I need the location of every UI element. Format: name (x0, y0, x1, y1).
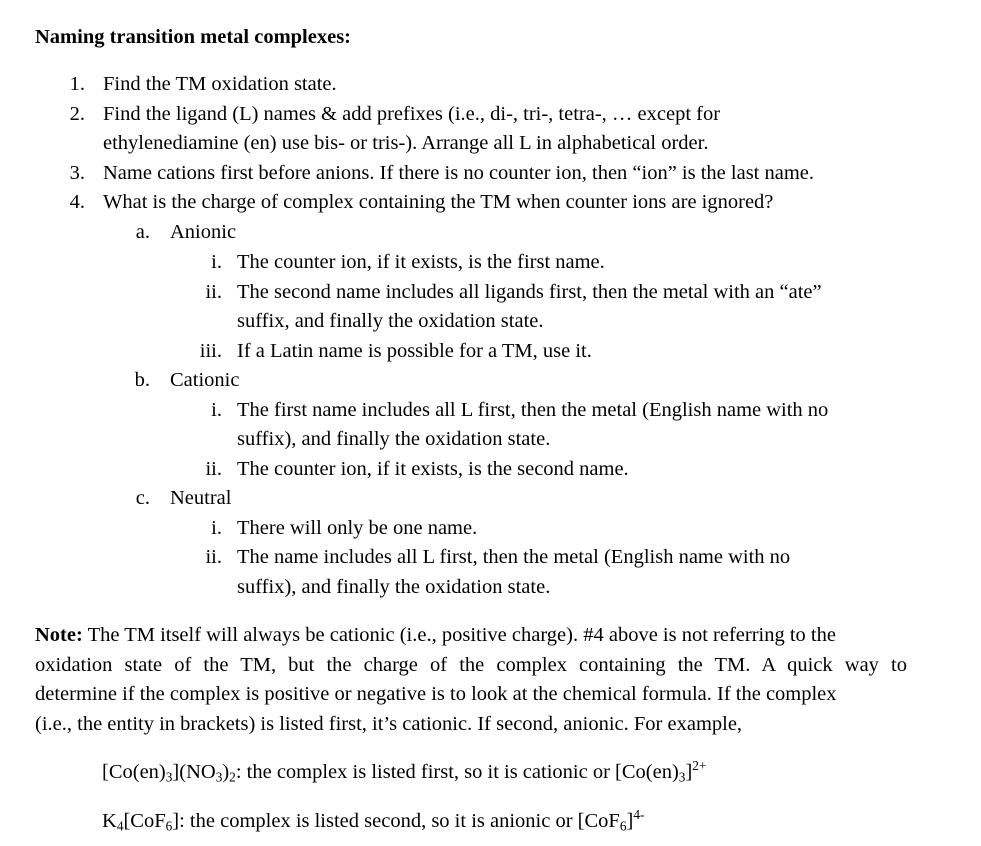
item-text: The counter ion, if it exists, is the first name. (237, 251, 605, 273)
note-label: Note: (35, 624, 83, 646)
note-line: (i.e., the entity in brackets) is listed first, it’s cationic. If second, anionic. For example, (35, 713, 743, 735)
item-number: i. (211, 399, 222, 421)
example-text: : the complex is listed second, so it is anionic or (179, 810, 578, 832)
item-text: suffix), and finally the oxidation state. (237, 576, 551, 598)
complex-charge: 2+ (692, 758, 707, 774)
step-text: What is the charge of complex containing the TM when counter ions are ignored? (103, 191, 774, 213)
step-number: 2. (69, 103, 85, 125)
formula-subscript: 6 (165, 818, 173, 834)
step-text: Find the ligand (L) names & add prefixes (i.e., di-, tri-, tetra-, … except for (103, 103, 721, 125)
formula-text: ] (172, 810, 180, 832)
subsection-letter: a. (135, 221, 150, 243)
step-text: Name cations first before anions. If there is no counter ion, then “ion” is the last name. (103, 162, 815, 184)
item-number: ii. (205, 546, 222, 568)
complex-text: [Co(en) (615, 761, 679, 783)
step-number: 1. (69, 73, 85, 95)
item-number: ii. (205, 281, 222, 303)
complex-text: [CoF (577, 810, 620, 832)
complex-text: ] (626, 810, 634, 832)
formula-text: K (102, 810, 117, 832)
example-anionic (102, 807, 645, 834)
formula-text: [Co(en) (102, 761, 166, 783)
step-number: 3. (69, 162, 85, 184)
subsection-label: Anionic (170, 221, 237, 243)
formula-subscript: 4 (116, 818, 124, 834)
formula-subscript: 2 (229, 769, 236, 785)
item-number: i. (211, 251, 222, 273)
page-title: Naming transition metal complexes: (35, 26, 351, 48)
item-text: The counter ion, if it exists, is the second name. (237, 458, 629, 480)
item-text: suffix), and finally the oxidation state. (237, 428, 551, 450)
subsection-letter: c. (135, 487, 150, 509)
item-text: The name includes all L first, then the metal (English name with no (237, 546, 791, 568)
example-cationic (102, 758, 707, 785)
item-text: The second name includes all ligands first, then the metal with an “ate” (237, 281, 822, 303)
subsection-label: Neutral (170, 487, 232, 509)
example-text: : the complex is listed first, so it is cationic or (235, 761, 616, 783)
formula-subscript: 3 (215, 769, 223, 785)
step-text: Find the TM oxidation state. (103, 73, 337, 95)
note-line: determine if the complex is positive or negative is to look at the chemical formula. If the complex (35, 683, 837, 705)
complex-subscript: 3 (678, 769, 686, 785)
subsection-letter: b. (134, 369, 150, 391)
complex-text: ] (685, 761, 693, 783)
subsection-label: Cationic (170, 369, 240, 391)
item-text: If a Latin name is possible for a TM, use it. (237, 340, 592, 362)
step-text: ethylenediamine (en) use bis- or tris-). Arrange all L in alphabetical order. (103, 132, 709, 154)
complex-subscript: 6 (619, 818, 627, 834)
complex-charge: 4- (633, 807, 645, 823)
item-number: ii. (205, 458, 222, 480)
step-number: 4. (69, 191, 85, 213)
item-number: i. (211, 517, 222, 539)
note-text: The TM itself will always be cationic (i.e., positive charge). #4 above is not referring to the (82, 624, 836, 646)
item-text: There will only be one name. (237, 517, 478, 539)
formula-text: ) (222, 761, 230, 783)
item-text: suffix, and finally the oxidation state. (237, 310, 544, 332)
formula-subscript: 3 (165, 769, 173, 785)
formula-text: [CoF (123, 810, 166, 832)
formula-text: ](NO (172, 761, 216, 783)
item-text: The first name includes all L first, then the metal (English name with no (237, 399, 829, 421)
note-line: oxidation state of the TM, but the charge of the complex containing the TM. A quick way to (35, 654, 907, 676)
item-number: iii. (199, 340, 222, 362)
note-line (35, 625, 836, 646)
